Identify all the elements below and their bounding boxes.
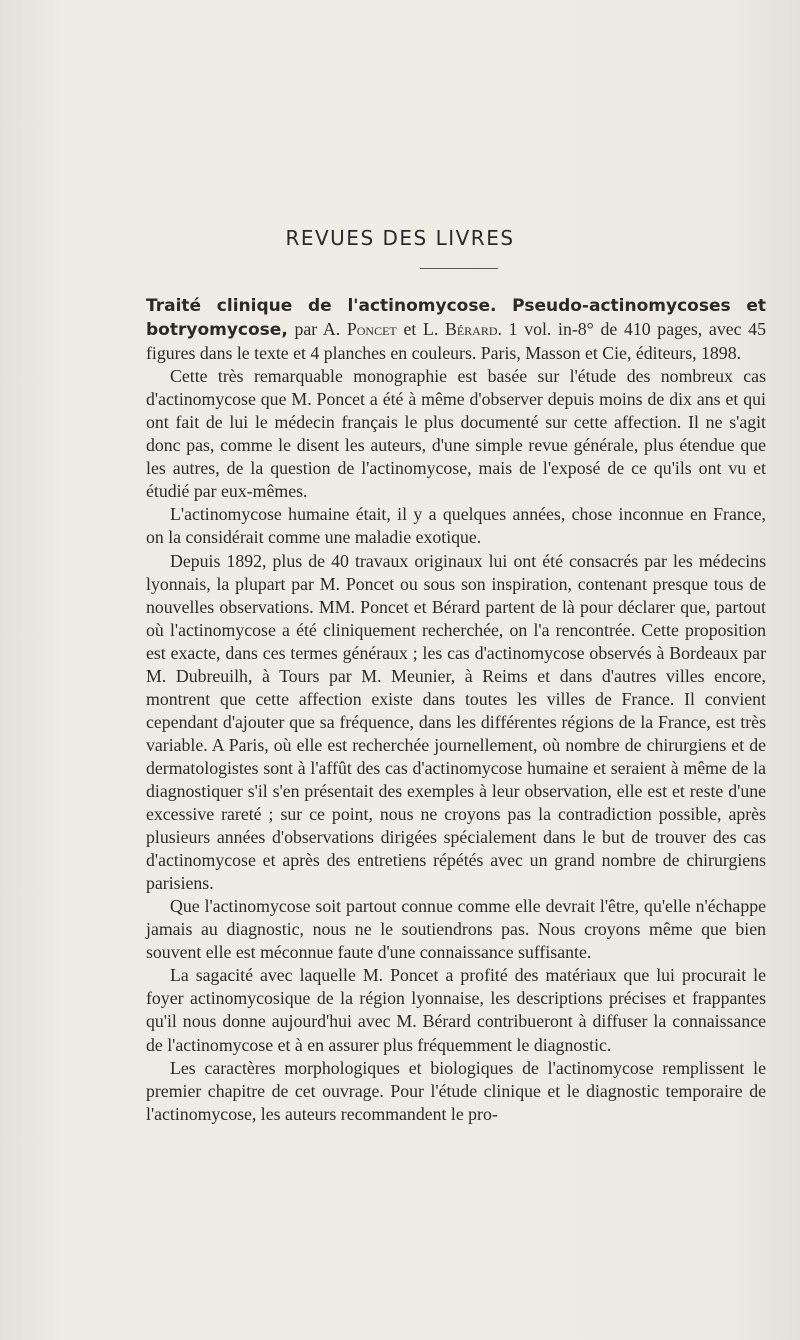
- paragraph: Depuis 1892, plus de 40 travaux originaux lui ont été consacrés par les médecins lyonnais, la plupart par M. Poncet ou sous son inspiration, contenant presque tous de nouvelles observations. MM. Poncet et Bérard partent de là pour déclarer que, partout où l'actinomycose a été cliniquement recherchée, on l'a rencontrée. Cette proposition est exacte, dans ces termes généraux ; les cas d'actinomycose observés à Bordeaux par M. Dubreuilh, à Tours par M. Meunier, à Reims et dans d'autres villes encore, montrent que cette affection existe dans toutes les villes de France. Il convient cependant d'ajouter que sa fréquence, dans les différentes régions de la France, est très variable. A Paris, où elle est recherchée journellement, où nombre de chirurgiens et de dermatologistes sont à l'affût des cas d'actinomycose humaine et seraient à même de la diagnostiquer s'il s'en présentait des exemples à leur observation, elle est et reste d'une excessive rareté ; sur ce point, nous ne croyons pas la contradiction possible, après plusieurs années d'observations dirigées spécialement dans le but de trouver des cas d'actinomycose et après des entretiens répétés avec un grand nombre de chirurgiens parisiens.: [146, 550, 766, 894]
- by-label: par A.: [294, 319, 341, 340]
- author-berard: Bérard: [444, 319, 498, 340]
- section-heading: REVUES DES LIVRES: [285, 226, 515, 250]
- review-citation: [146, 294, 766, 365]
- bleed-through-decoration: [150, 92, 770, 108]
- heading-divider: [420, 268, 498, 269]
- paragraph: La sagacité avec laquelle M. Poncet a profité des matériaux que lui procurait le foyer actinomycosique de la région lyonnaise, les descriptions précises et frappantes qu'il nous donne aujourd'hui avec M. Bérard contribueront à diffuser la connaissance de l'actinomycose et à en assurer plus fréquemment le diagnostic.: [146, 965, 766, 1055]
- paragraph: Cette très remarquable monographie est basée sur l'étude des nombreux cas d'actinomycose que M. Poncet a été à même d'observer depuis moins de dix ans et qui ont fait de lui le médecin français le plus documenté sur cette affection. Il ne s'agit donc pas, comme le disent les auteurs, d'une simple revue générale, plus étendue que les autres, de la question de l'actinomycose, mais de l'exposé de ce qu'ils ont vu et étudié par eux-mêmes.: [146, 366, 766, 502]
- author-poncet: Poncet: [346, 319, 397, 340]
- book-title: Traité clinique de l'actinomycose. Pseudo-actinomycoses et botryomycose,: [146, 296, 766, 341]
- paragraph: L'actinomycose humaine était, il y a quelques années, chose inconnue en France, on la considérait comme une maladie exotique.: [146, 504, 766, 548]
- review-body: [146, 294, 766, 1126]
- publication-details: . 1 vol. in-8° de 410 pages, avec 45 figures dans le texte et 4 planches en couleurs. Paris, Masson et Cie, éditeurs, 1898.: [146, 319, 766, 364]
- paragraph: Les caractères morphologiques et biologiques de l'actinomycose remplissent le premier chapitre de cet ouvrage. Pour l'étude clinique et le diagnostic temporaire de l'actinomycose, les auteurs recommandent le pro-: [146, 1057, 766, 1124]
- paragraph: Que l'actinomycose soit partout connue comme elle devrait l'être, qu'elle n'échappe jamais au diagnostic, nous ne le soutiendrons pas. Nous croyons même que bien souvent elle est méconnue faute d'une connaissance suffisante.: [146, 896, 766, 963]
- and-label: et L.: [403, 319, 439, 340]
